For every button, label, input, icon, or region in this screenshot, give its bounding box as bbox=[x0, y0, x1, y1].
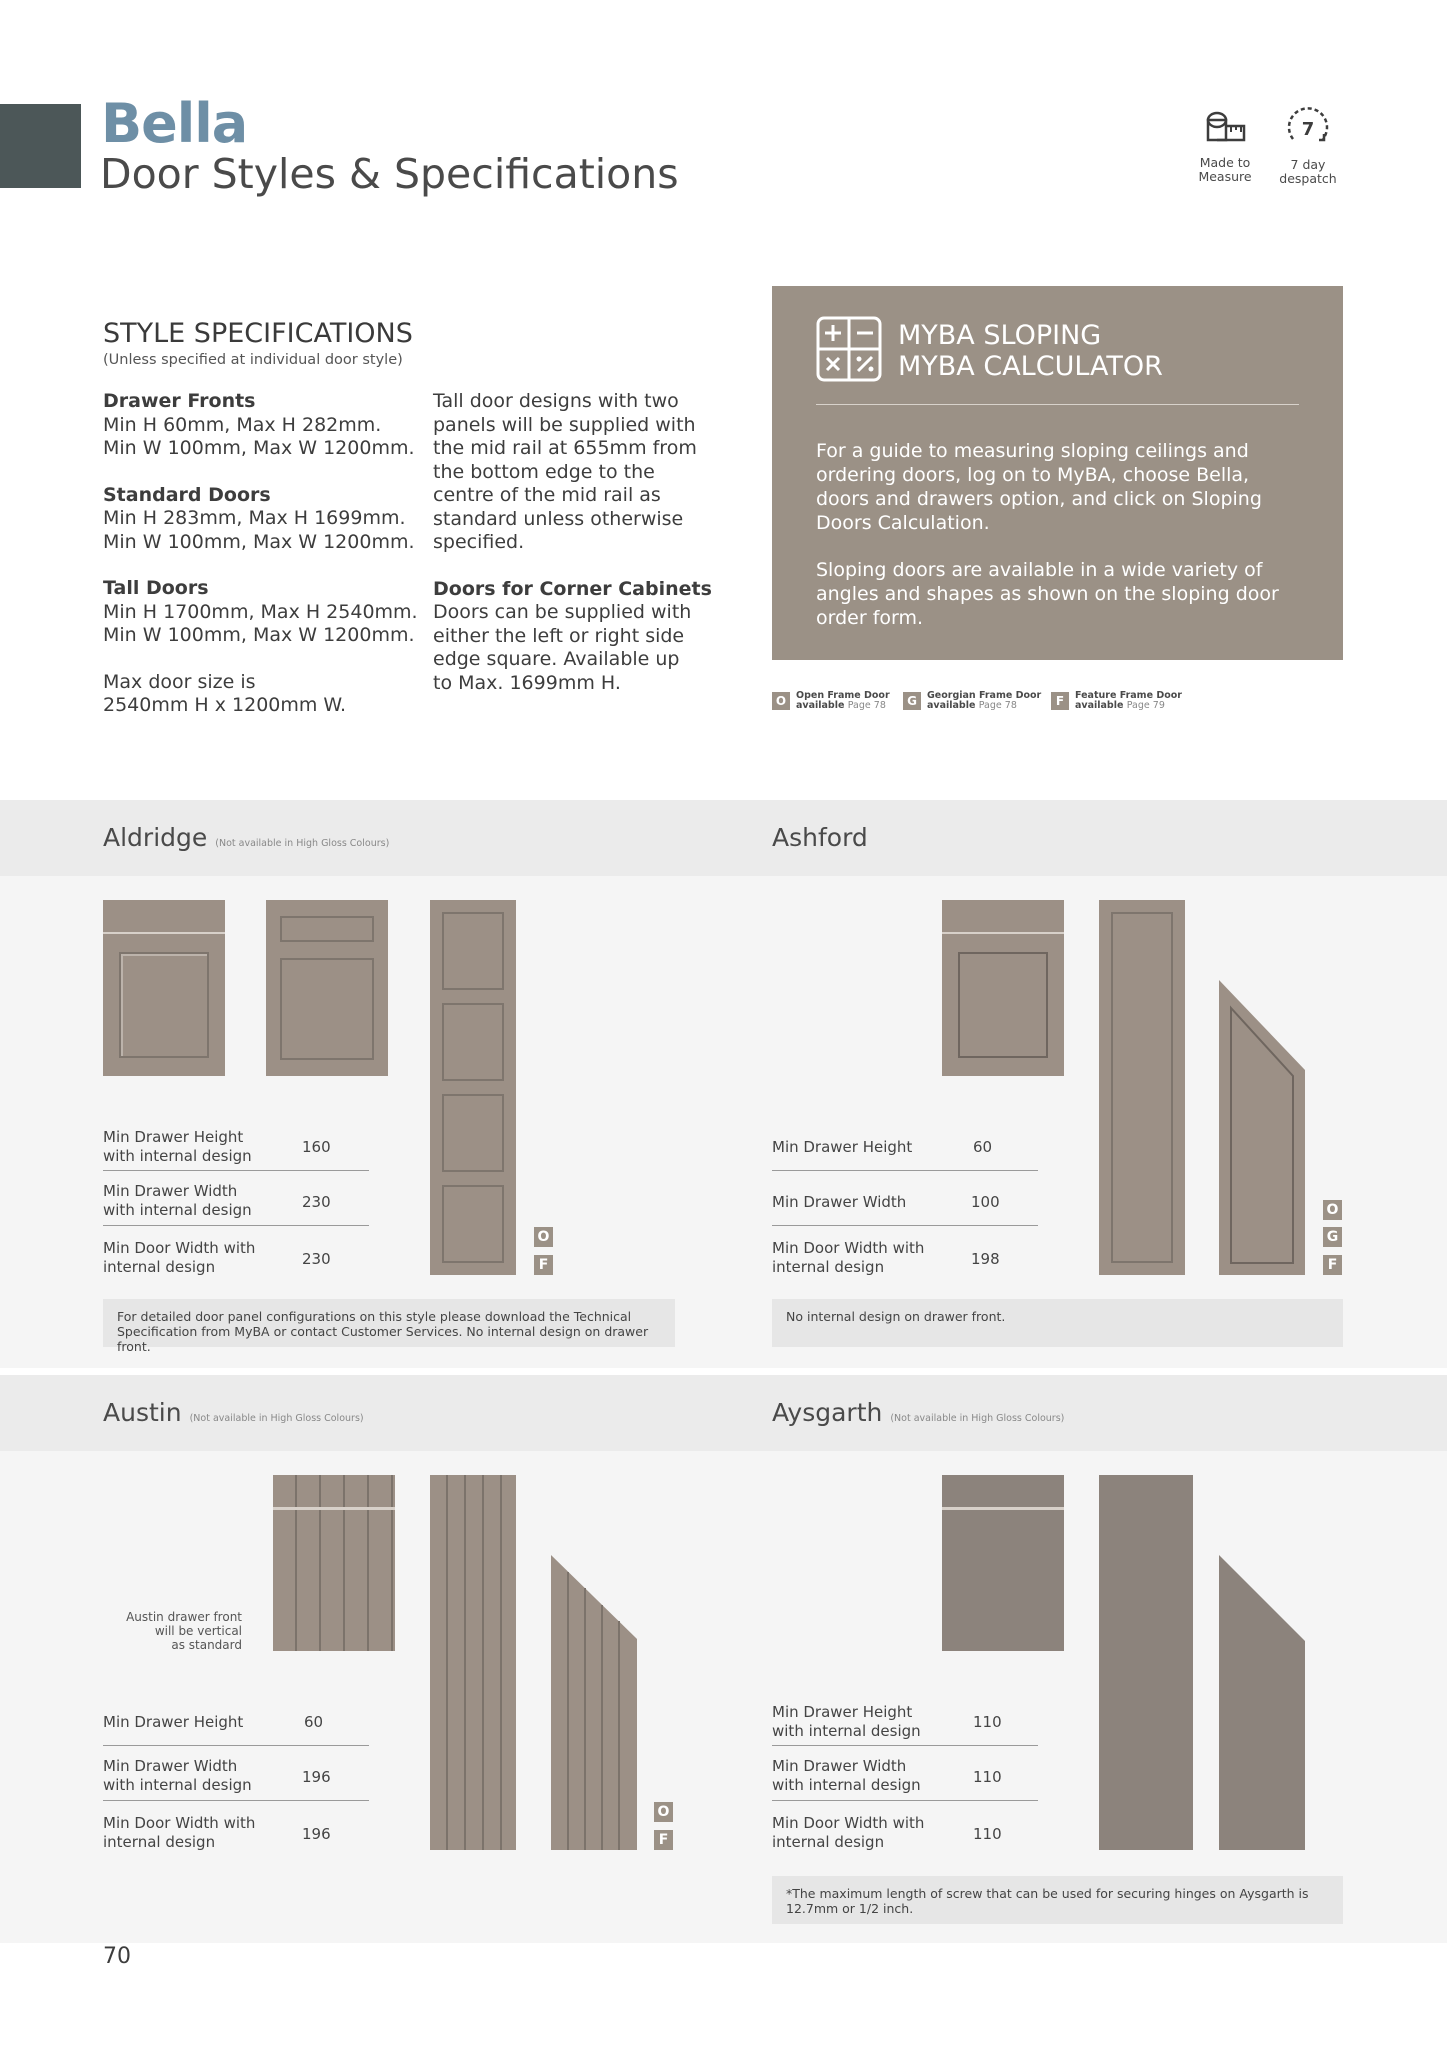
aldridge-tall-door bbox=[430, 900, 516, 1275]
aldridge-heading bbox=[103, 823, 389, 852]
austin-spec-table bbox=[103, 1703, 369, 1855]
table-row: Min Drawer Width with internal design 230 bbox=[103, 1182, 331, 1219]
aldridge-badge-f: F bbox=[534, 1255, 553, 1275]
calculator-para-2: Sloping doors are available in a wide variety of angles and shapes as shown on the sloping door order form. bbox=[816, 559, 1279, 629]
legend-badge-o: O bbox=[772, 692, 790, 710]
austin-title: Austin bbox=[103, 1398, 182, 1427]
aysgarth-title: Aysgarth bbox=[772, 1398, 883, 1427]
aysgarth-drawer-door bbox=[942, 1475, 1064, 1651]
aysgarth-sloping-door bbox=[1219, 1555, 1305, 1850]
spec-column-left: Drawer Fronts Min H 60mm, Max H 282mm. Min W 100mm, Max W 1200mm. Standard Doors Min H 283mm, Max H 1699mm. Min W 100mm, Max W 1200mm. Tall Doors Min H 1700mm, Max H 2540mm. Min W 100mm, Max W 1200mm. Max door size is 2540mm H x 1200mm W. bbox=[103, 390, 418, 716]
ashford-badge-o: O bbox=[1323, 1200, 1342, 1220]
sloping-calculator-panel bbox=[772, 286, 1343, 660]
ashford-badge-f: F bbox=[1323, 1255, 1342, 1275]
legend-badge-f: F bbox=[1051, 692, 1069, 710]
aldridge-spec-table bbox=[103, 1128, 369, 1280]
spec-title: STYLE SPECIFICATIONS bbox=[103, 318, 413, 349]
calculator-para-1: For a guide to measuring sloping ceilings and ordering doors, log on to MyBA, choose Bella, doors and drawers option, and click on Sloping Doors Calculation. bbox=[816, 440, 1262, 534]
table-row: Min Door Width with internal design 110 bbox=[772, 1814, 1002, 1851]
made-to-measure: Made to Measure bbox=[1195, 108, 1255, 184]
austin-badge-o: O bbox=[654, 1802, 673, 1822]
table-row: Min Drawer Width with internal design 196 bbox=[103, 1757, 331, 1794]
page-number: 70 bbox=[103, 1944, 131, 1969]
aysgarth-tall-door bbox=[1099, 1475, 1193, 1850]
calculator-icon bbox=[816, 316, 882, 382]
table-row: Min Door Width with internal design 198 bbox=[772, 1239, 1000, 1276]
spec-column-right: Tall door designs with two panels will be supplied with the mid rail at 655mm from the bottom edge to the centre of the mid rail as standard unless otherwise specified. Doors for Corner Cabinets Doors can be supplied with either the left or right side edge square. Available up to Max. 1699mm H. bbox=[433, 390, 712, 694]
austin-tall-door bbox=[430, 1475, 516, 1850]
spec-subtitle: (Unless specified at individual door style) bbox=[103, 352, 403, 368]
ashford-sloping-door bbox=[1219, 980, 1305, 1275]
calculator-title-1: MYBA SLOPING bbox=[898, 320, 1102, 351]
aldridge-note: (Not available in High Gloss Colours) bbox=[215, 838, 390, 849]
calculator-divider bbox=[816, 404, 1299, 405]
ashford-badge-g: G bbox=[1323, 1227, 1342, 1247]
austin-note: (Not available in High Gloss Colours) bbox=[189, 1413, 364, 1424]
table-row: Min Door Width with internal design 196 bbox=[103, 1814, 331, 1851]
page-title: Door Styles & Specifications bbox=[100, 150, 679, 198]
aysgarth-info-box: *The maximum length of screw that can be used for securing hinges on Aysgarth is 12.7mm or 1/2 inch. bbox=[772, 1876, 1343, 1924]
ashford-title: Ashford bbox=[772, 823, 868, 852]
legend-feature-frame: F Feature Frame Door available Page 79 bbox=[1051, 691, 1182, 711]
brand-name: Bella bbox=[101, 92, 248, 155]
aldridge-panel-door bbox=[266, 900, 388, 1076]
aldridge-badge-o: O bbox=[534, 1227, 553, 1247]
made-to-measure-icon bbox=[1203, 108, 1247, 150]
calculator-title-2: MYBA CALCULATOR bbox=[898, 351, 1163, 382]
legend-badge-g: G bbox=[903, 692, 921, 710]
aldridge-drawer-door bbox=[103, 900, 225, 1076]
table-row: Min Drawer Height with internal design 110 bbox=[772, 1703, 1002, 1740]
austin-badge-f: F bbox=[654, 1830, 673, 1850]
austin-heading bbox=[103, 1398, 364, 1427]
table-row: Min Drawer Height 60 bbox=[103, 1713, 324, 1731]
austin-drawer-note: Austin drawer front will be vertical as standard bbox=[126, 1610, 242, 1652]
table-row: Min Drawer Width 100 bbox=[772, 1193, 1000, 1211]
side-color-block bbox=[0, 104, 81, 188]
aldridge-info-box: For detailed door panel configurations on this style please download the Technical Specification from MyBA or contact Customer Services. No internal design on drawer front. bbox=[103, 1299, 675, 1347]
ashford-spec-table bbox=[772, 1128, 1038, 1280]
legend-open-frame: O Open Frame Door available Page 78 bbox=[772, 691, 890, 711]
legend-georgian-frame: G Georgian Frame Door available Page 78 bbox=[903, 691, 1041, 711]
aysgarth-heading bbox=[772, 1398, 1064, 1427]
ashford-tall-door bbox=[1099, 900, 1185, 1275]
svg-text:7: 7 bbox=[1301, 119, 1315, 140]
ashford-info-box: No internal design on drawer front. bbox=[772, 1299, 1343, 1347]
table-row: Min Drawer Width with internal design 110 bbox=[772, 1757, 1002, 1794]
aysgarth-spec-table bbox=[772, 1703, 1038, 1855]
ashford-drawer-door bbox=[942, 900, 1064, 1076]
table-row: Min Door Width with internal design 230 bbox=[103, 1239, 331, 1276]
seven-day-despatch-icon bbox=[1283, 104, 1333, 152]
austin-sloping-door bbox=[551, 1555, 637, 1850]
aysgarth-note: (Not available in High Gloss Colours) bbox=[890, 1413, 1065, 1424]
table-row: Min Drawer Height 60 bbox=[772, 1138, 993, 1156]
ashford-heading bbox=[772, 823, 868, 852]
table-row: Min Drawer Height with internal design 160 bbox=[103, 1128, 331, 1165]
aldridge-title: Aldridge bbox=[103, 823, 208, 852]
austin-drawer-door bbox=[273, 1475, 395, 1651]
seven-day-despatch: 7 7 day despatch bbox=[1278, 104, 1338, 186]
